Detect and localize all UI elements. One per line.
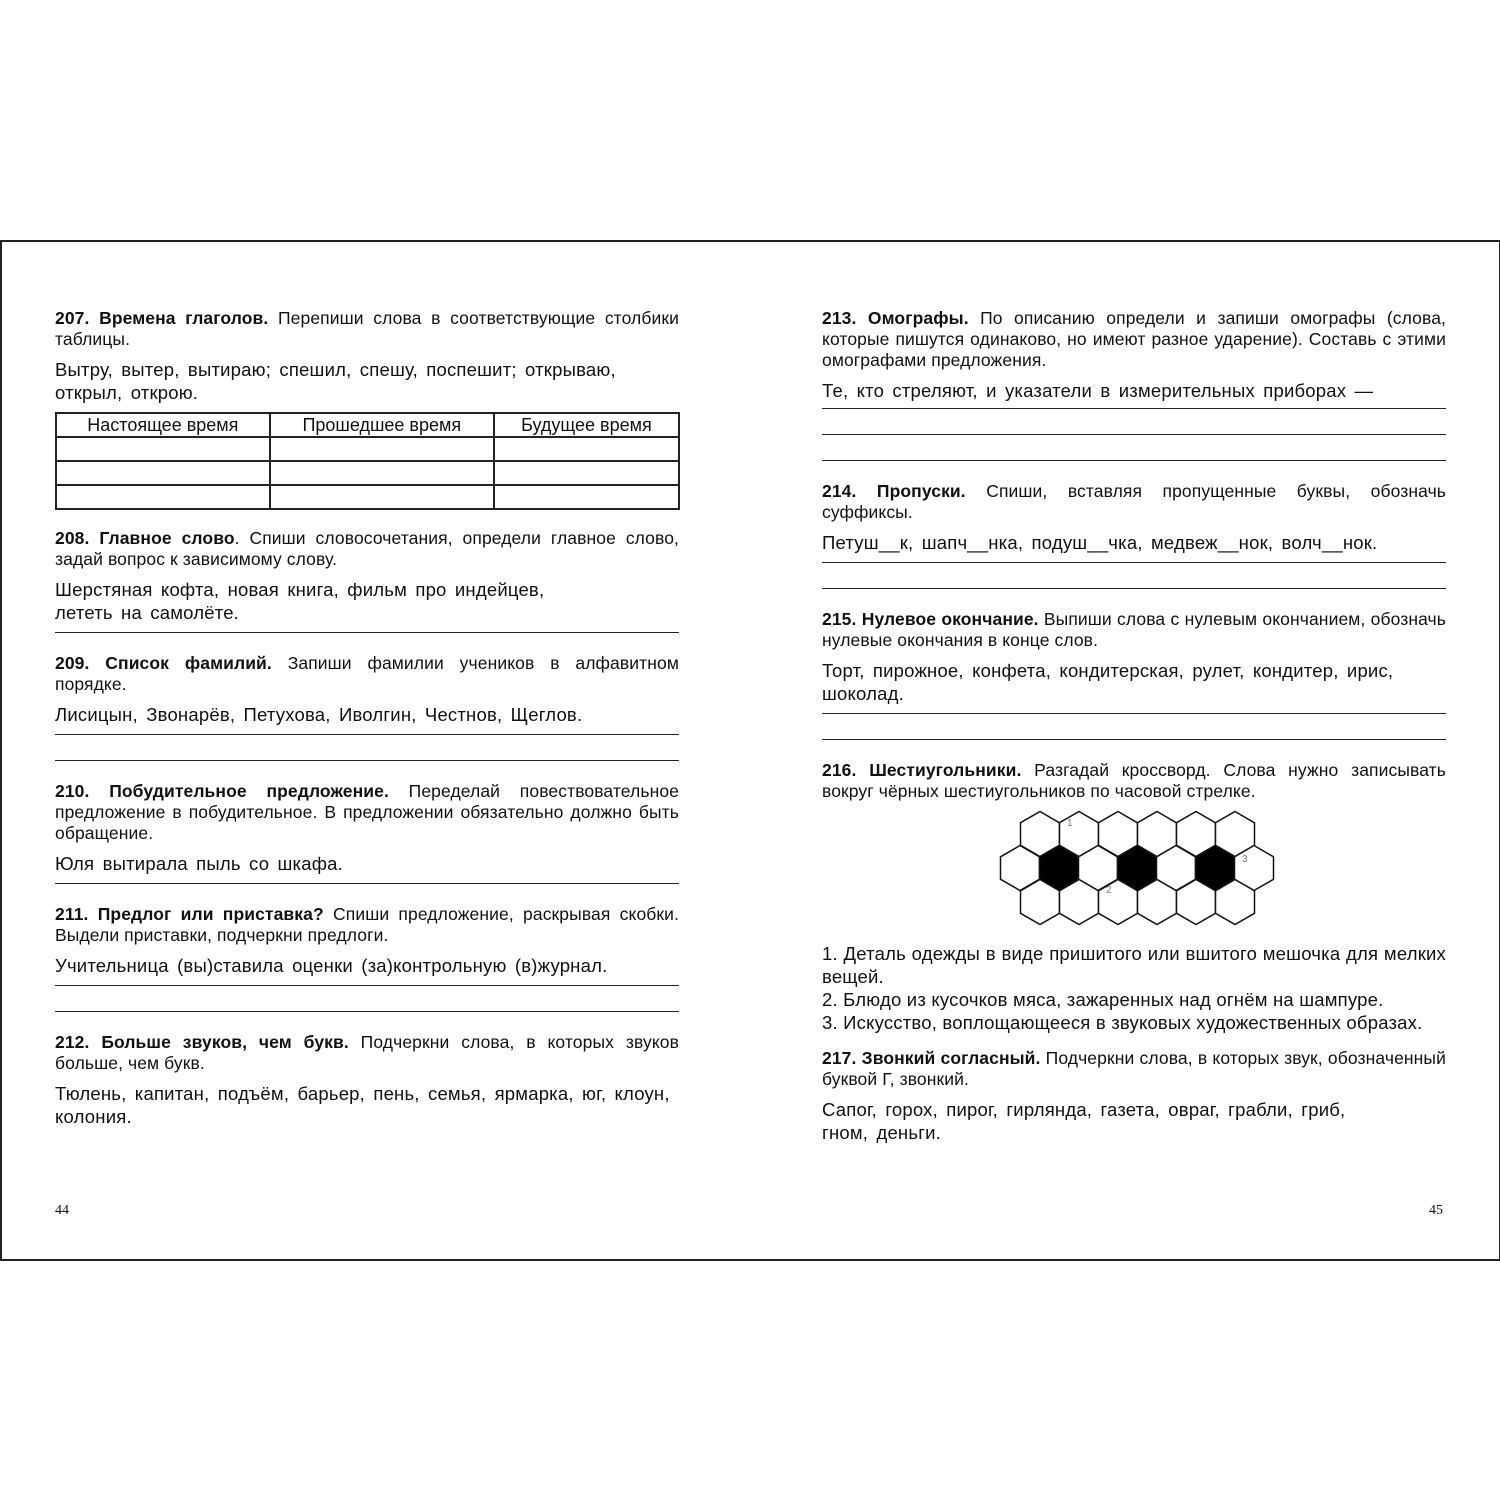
task-title: Шестиугольники. [869,760,1022,780]
spacer [822,589,1446,609]
spacer [822,1034,1446,1048]
task-number: 211. [55,904,89,924]
task-207-words: Вытру, вытер, вытираю; спешил, спешу, поспешит; открываю, открыл, открою. [55,359,616,403]
task-212 [55,1032,679,1128]
task-211-sentence: Учительница (вы)ставила оценки (за)контрольную (в)журнал. [55,955,608,976]
spacer [55,884,679,904]
task-207-heading [55,308,679,350]
table-row [56,485,679,509]
task-210-heading [55,781,679,844]
task-212-heading [55,1032,679,1074]
task-208 [55,528,679,633]
task-instruction: По описанию определи и запиши омографы (слова, которые пишутся одинаково, но имеют разное ударение). Составь с этими омографами предложения. [822,308,1446,370]
hexagon-grid [992,810,1282,936]
task-instruction: Переделай повествовательное предложение в побудительное. В предложении обязательно должно быть обращение. [55,781,679,843]
body-line: Торт, пирожное, конфета, кондитерская, рулет, кондитер, ирис, [822,660,1394,681]
task-214 [822,481,1446,589]
task-instruction: . Спиши словосочетания, определи главное слово, задай вопрос к зависимому слову. [55,528,679,569]
task-215-words [822,659,1446,705]
task-210 [55,781,679,884]
clue-marker-3: 3 [1242,854,1248,865]
task-211-heading [55,904,679,946]
spacer [55,761,679,781]
task-213 [822,308,1446,461]
task-instruction: Перепиши слова в соответствующие столбики таблицы. [55,308,679,349]
clue-3: 3. Искусство, воплощающееся в звуковых художественных образах. [822,1012,1423,1033]
task-title: Времена глаголов. [99,308,269,328]
table-cell[interactable] [494,437,679,461]
table-row [56,461,679,485]
task-title: Нулевое окончание. [861,609,1039,629]
body-line: лететь на самолёте. [55,602,240,623]
task-title: Побудительное предложение. [109,781,389,801]
tense-table [55,412,680,510]
task-instruction: Запиши фамилии учеников в алфавитном порядке. [55,653,679,694]
page-number: 45 [1429,1203,1443,1218]
spacer [55,1012,679,1032]
task-216 [822,760,1446,1034]
task-217-heading [822,1048,1446,1090]
task-212-words: Тюлень, капитан, подъём, барьер, пень, семья, ярмарка, юг, клоун, колония. [55,1083,670,1127]
clue-2: 2. Блюдо из кусочков мяса, зажаренных над огнём на шампуре. [822,989,1384,1010]
table-cell[interactable] [56,461,270,485]
table-header-row [56,413,679,437]
task-title: Главное слово [99,528,235,548]
left-page [2,242,750,1259]
task-number: 212. [55,1032,90,1052]
task-title: Омографы. [867,308,969,328]
header-future-tense: Будущее время [494,413,679,437]
clue-marker-1: 1 [1067,818,1073,829]
task-215-heading [822,609,1446,651]
task-number: 213. [822,308,857,328]
task-title: Звонкий согласный. [861,1048,1041,1068]
task-number: 210. [55,781,90,801]
spacer [55,633,679,653]
task-number: 207. [55,308,90,328]
task-number: 208. [55,528,90,548]
task-215 [822,609,1446,740]
task-instruction: Разгадай кроссворд. Слова нужно записывать вокруг чёрных шестиугольников по часовой стрелке. [822,760,1446,801]
task-214-heading [822,481,1446,523]
header-present-tense: Настоящее время [56,413,270,437]
task-title: Пропуски. [876,481,966,501]
task-210-sentence: Юля вытирала пыль со шкафа. [55,853,343,874]
task-title: Больше звуков, чем букв. [101,1032,349,1052]
hexagon-crossword [822,810,1447,938]
task-number: 214. [822,481,857,501]
task-number: 217. [822,1048,857,1068]
header-past-tense: Прошедшее время [270,413,494,437]
table-cell[interactable] [270,437,494,461]
task-207 [55,308,679,510]
left-column [55,308,679,1128]
task-number: 215. [822,609,857,629]
right-page [750,242,1499,1259]
task-209 [55,653,679,761]
table-cell[interactable] [494,461,679,485]
task-213-heading [822,308,1446,371]
table-cell[interactable] [494,485,679,509]
table-cell[interactable] [270,461,494,485]
task-213-prompt: Те, кто стреляют, и указатели в измерительных приборах — [822,380,1374,401]
task-214-words: Петуш__к, шапч__нка, подуш__чка, медвеж__нок, волч__нок. [822,532,1378,553]
task-217-words [822,1098,1446,1144]
task-instruction: Спиши предложение, раскрывая скобки. Выдели приставки, подчеркни предлоги. [55,904,679,945]
clue-marker-2: 2 [1106,885,1112,896]
spacer [822,461,1446,481]
task-209-words: Лисицын, Звонарёв, Петухова, Иволгин, Честнов, Щеглов. [55,704,583,725]
task-instruction: Подчеркни слова, в которых звук, обозначенный буквой Г, звонкий. [822,1048,1446,1089]
task-208-words [55,578,679,624]
table-row [56,437,679,461]
task-title: Список фамилий. [105,653,272,673]
right-column [822,308,1446,1144]
task-instruction: Подчеркни слова, в которых звуков больше, чем букв. [55,1032,679,1073]
task-209-heading [55,653,679,695]
task-216-heading [822,760,1446,802]
task-instruction: Выпиши слова с нулевым окончанием, обозначь нулевые окончания в конце слов. [822,609,1446,650]
table-cell[interactable] [270,485,494,509]
body-line: Сапог, горох, пирог, гирлянда, газета, овраг, грабли, гриб, [822,1099,1346,1120]
book-spread [0,240,1500,1261]
task-208-heading [55,528,679,570]
task-211 [55,904,679,1012]
spacer [822,740,1446,760]
body-line: Шерстяная кофта, новая книга, фильм про индейцев, [55,579,545,600]
body-line: шоколад. [822,683,904,704]
body-line: гном, деньги. [822,1122,942,1143]
task-instruction: Спиши, вставляя пропущенные буквы, обозначь суффиксы. [822,481,1446,522]
spacer [55,510,679,528]
task-title: Предлог или приставка? [97,904,324,924]
table-cell[interactable] [56,485,270,509]
task-217 [822,1048,1446,1144]
table-cell[interactable] [56,437,270,461]
task-number: 209. [55,653,90,673]
clue-1: 1. Деталь одежды в виде пришитого или вшитого мешочка для мелких вещей. [822,943,1446,987]
task-number: 216. [822,760,857,780]
page-number: 44 [55,1203,69,1218]
